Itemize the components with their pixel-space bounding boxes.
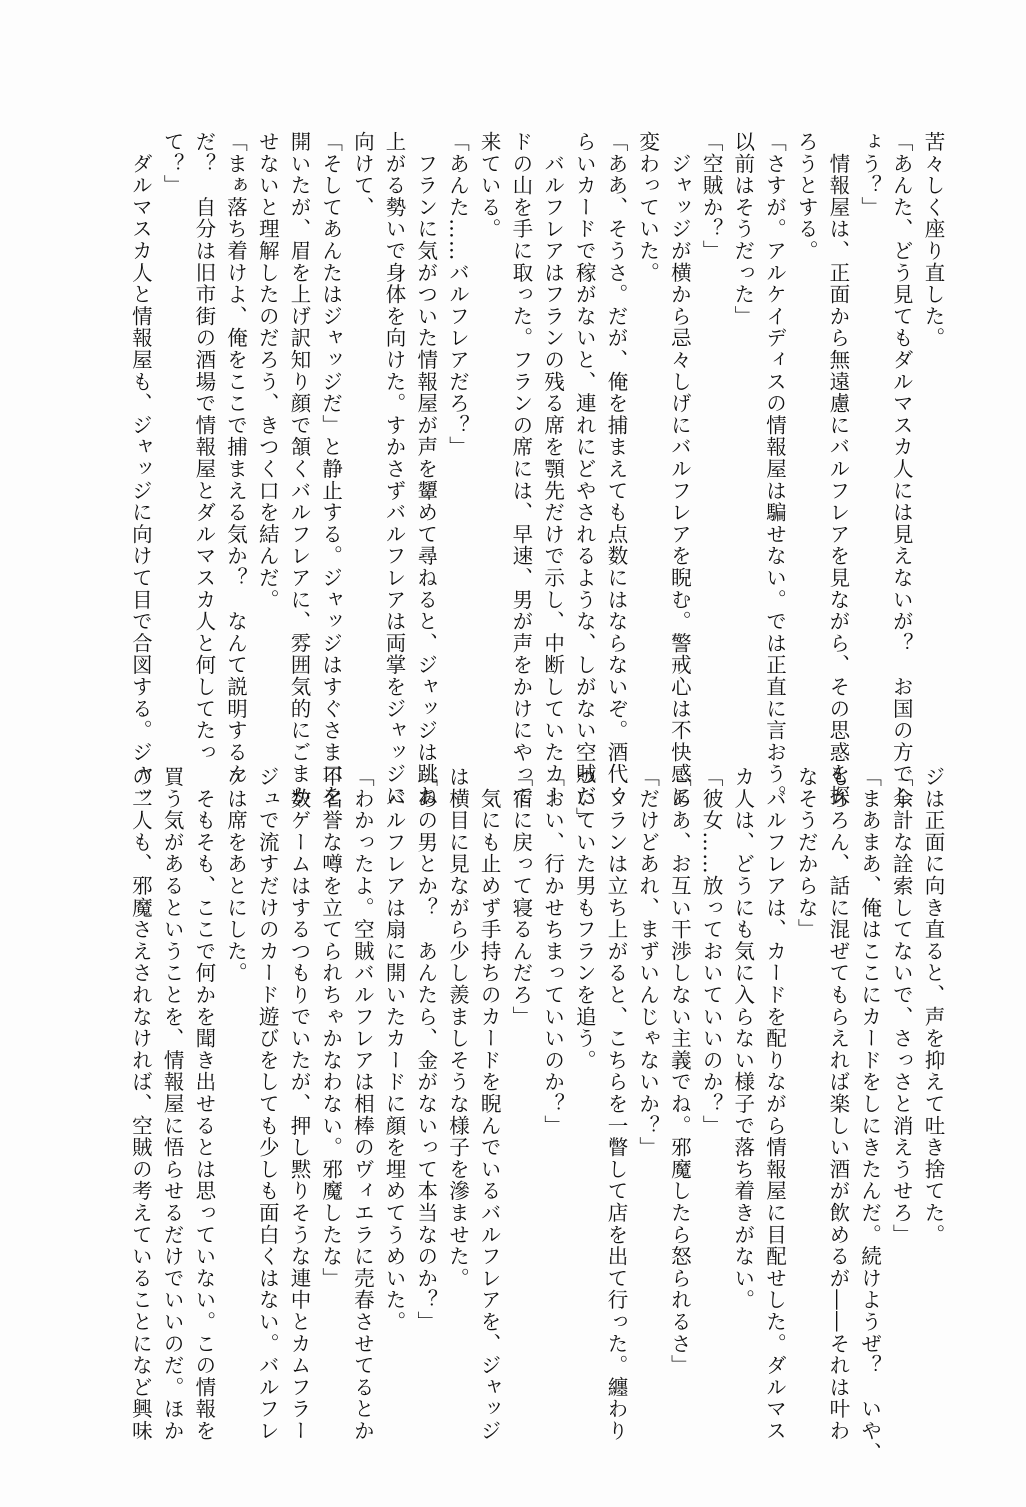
lower-text-line: そもそも、ここで何かを聞き出せるとは思っていない。この情報を (191, 766, 216, 1442)
upper-text-line: 上がる勢いで身体を向けた。すかさずバルフレアは両掌をジャッジに (382, 131, 407, 807)
upper-text-line: 変わっていた。 (635, 131, 660, 284)
lower-text-line: 「まあまあ、俺はここにカードをしにきたんだ。続けようぜ？ いや、 (857, 766, 882, 1464)
lower-text-line: 「余計な詮索してないで、さっさと消えうせろ」 (889, 766, 914, 1246)
upper-text-line: だ？ 自分は旧市街の酒場で情報屋とダルマスカ人と何してたっ (191, 131, 216, 764)
lower-text-line: 不名誉な噂を立てられちゃかなわない。邪魔したな」 (318, 766, 343, 1290)
lower-text-line: 「彼女……放っておいていいのか？」 (699, 766, 724, 1137)
upper-text-line: 「そしてあんたはジャッジだ」と静止する。ジャッジはすぐさま口を (318, 131, 343, 807)
upper-text-line: ジャッジが横から忌々しげにバルフレアを睨む。警戒心は不快感に (667, 131, 692, 807)
upper-text-line: らいカードで稼がないと、連れにどやされるような、しがない空賊だ」 (572, 131, 597, 829)
upper-text-line: バルフレアはフランの残る席を顎先だけで示し、中断していたカー (540, 131, 565, 807)
lower-text-line: 「わかったよ。空賊バルフレアは相棒のヴィエラに売春させてるとか (350, 766, 375, 1442)
upper-text-line: て？」 (160, 131, 185, 197)
lower-text-line: 「あの男とか？ あんたら、金がないって本当なのか？」 (413, 766, 438, 1333)
upper-text-line: 「さすが。アルケイディスの情報屋は騙せない。では正直に言おう。 (762, 131, 787, 807)
upper-text-line: 来ている。 (477, 131, 502, 240)
lower-text-line: の二人も、邪魔さえされなければ、空賊の考えていることになど興味 (128, 766, 153, 1442)
upper-text-line: 「ああ、そうさ。だが、俺を捕まえても点数にはならないぞ。酒代く (603, 131, 628, 807)
upper-text-line: 以前はそうだった」 (730, 131, 755, 328)
lower-text-line: 数ゲームはするつもりでいたが、押し黙りそうな連中とカムフラー (286, 766, 311, 1442)
upper-text-line: フランに気がついた情報屋が声を顰めて尋ねると、ジャッジは跳ね (413, 131, 438, 807)
upper-text-line: 開いたが、眉を上げ訳知り顔で頷くバルフレアに、雰囲気的にごまか (286, 131, 311, 807)
upper-text-line: 向けて、 (350, 131, 375, 219)
lower-text-line: なそうだからな」 (794, 766, 819, 941)
upper-text-line: 苦々しく座り直した。 (921, 131, 945, 349)
lower-text-line: もちろん、話に混ぜてもらえれば楽しい酒が飲めるが――それは叶わ (825, 766, 850, 1442)
upper-text-line: 「空賊か？」 (699, 131, 724, 262)
upper-text-line: ょう？」 (857, 131, 882, 219)
lower-text-line: 「宿に戻って寝るんだろ」 (508, 766, 533, 1028)
lower-text-line: 「だけどあれ、まずいんじゃないか？」 (635, 766, 660, 1159)
lower-text-line: 「おい、行かせちまっていいのか？」 (540, 766, 565, 1137)
lower-text-line: 買う気があるということを、情報屋に悟らせるだけでいいのだ。ほか (160, 766, 185, 1442)
upper-text-line: 「あんた……バルフレアだろ？」 (445, 131, 470, 458)
upper-text-line: 情報屋は、正面から無遠慮にバルフレアを見ながら、その思惑を探 (825, 131, 850, 807)
upper-text-line: せないと理解したのだろう、きつく口を結んだ。 (255, 131, 280, 611)
lower-text-line: 「ああ、お互い干渉しない主義でね。邪魔したら怒られるさ」 (667, 766, 692, 1377)
lower-text-column (128, 766, 948, 1464)
lower-text-line: ついていた男もフランを追う。 (572, 766, 597, 1072)
lower-text-line: アは席をあとにした。 (223, 766, 248, 984)
lower-text-line: は横目に見ながら少し羨ましそうな様子を滲ませた。 (445, 766, 470, 1290)
lower-text-line: カ人は、どうにも気に入らない様子で落ち着きがない。 (730, 766, 755, 1311)
lower-text-line: 気にも止めず手持ちのカードを睨んでいるバルフレアを、ジャッジ (477, 766, 502, 1442)
upper-text-line: 「あんた、どう見てもダルマスカ人には見えないが？ お国の方でし (889, 131, 914, 807)
lower-text-line: ジは正面に向き直ると、声を抑えて吐き捨てた。 (921, 766, 945, 1246)
upper-text-line: ドの山を手に取った。フランの席には、早速、男が声をかけにやって (508, 131, 533, 807)
upper-text-line: ダルマスカ人と情報屋も、ジャッジに向けて目で合図する。ジャッ (128, 131, 153, 807)
upper-text-line: ろうとする。 (794, 131, 819, 262)
upper-text-column (128, 131, 948, 829)
lower-text-line: ジュで流すだけのカード遊びをしても少しも面白くはない。バルフレ (255, 766, 280, 1442)
lower-text-line: バルフレアは、カードを配りながら情報屋に目配せした。ダルマス (762, 766, 787, 1442)
lower-text-line: フランは立ち上がると、こちらを一瞥して店を出て行った。纏わり (603, 766, 628, 1442)
lower-text-line: バルフレアは扇に開いたカードに顔を埋めてうめいた。 (382, 766, 407, 1333)
upper-text-line: 「まぁ落ち着けよ、俺をここで捕まえる気か？ なんて説明するん (223, 131, 248, 785)
